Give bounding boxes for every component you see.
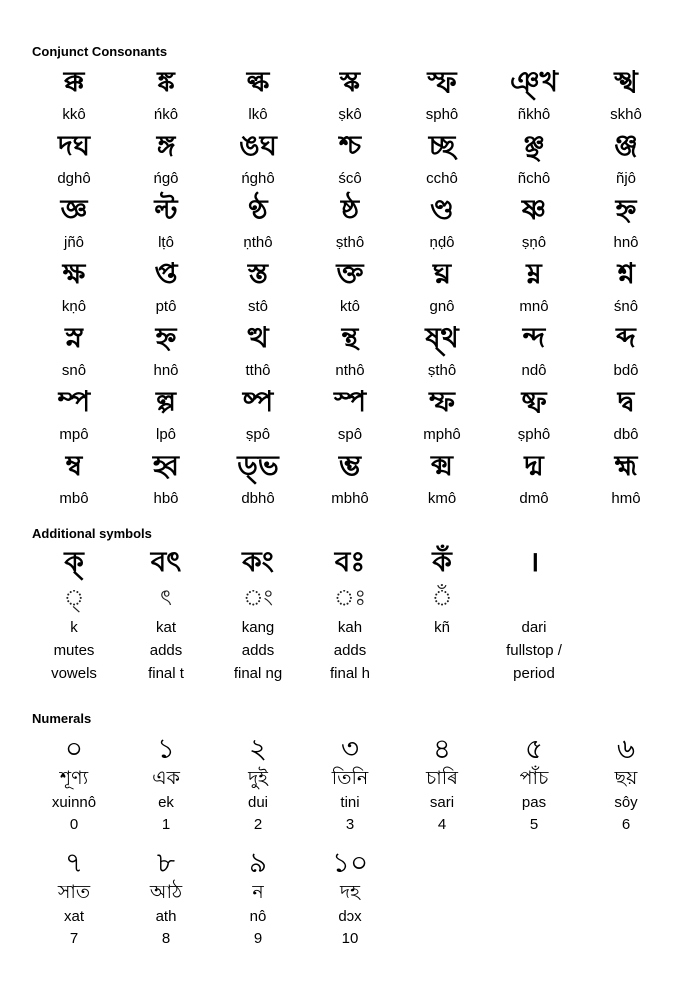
symbol-romanization: k — [70, 619, 78, 636]
conjunct-glyph: ল্ট — [154, 193, 178, 226]
symbols-grid — [28, 542, 672, 685]
conjunct-romanization: ṣkô — [338, 106, 362, 123]
symbol-glyph: । — [528, 545, 540, 578]
conjunct-cell — [580, 194, 672, 258]
conjunct-romanization: ñkhô — [517, 106, 551, 123]
conjunct-glyph: ম্প — [57, 385, 91, 418]
conjunct-romanization: ṣthô — [335, 234, 365, 251]
conjunct-romanization: ńghô — [241, 170, 275, 187]
conjunct-glyph: ঞ্খ — [510, 65, 558, 98]
conjunct-romanization: ñjô — [615, 170, 637, 187]
conjunct-cell — [212, 194, 304, 258]
conjunct-romanization: hmô — [611, 490, 641, 507]
symbol-glyph: ক্ — [64, 545, 84, 578]
conjunct-romanization: mnô — [519, 298, 549, 315]
conjunct-cell — [120, 66, 212, 130]
conjunct-cell — [580, 66, 672, 130]
conjunct-glyph: ঞ্ছ — [523, 129, 545, 162]
symbol-glyph: কঁ — [432, 545, 452, 578]
conjunct-romanization: ṣthô — [427, 362, 457, 379]
conjunct-cell — [120, 322, 212, 386]
conjunct-glyph: ল্ক — [246, 65, 270, 98]
conjunct-cell — [120, 194, 212, 258]
numeral-word: চাৰি — [426, 767, 458, 789]
conjunct-cell — [120, 386, 212, 450]
symbol-romanization: kñ — [434, 619, 450, 636]
conjunct-glyph: ত্থ — [247, 321, 269, 354]
conjunct-cell — [396, 194, 488, 258]
conjunct-romanization: ṇḍô — [429, 234, 455, 251]
symbol-cell — [212, 542, 304, 685]
numeral-romanization: tini — [340, 794, 360, 811]
conjunct-cell — [580, 130, 672, 194]
conjunct-romanization: ńgô — [153, 170, 179, 187]
symbol-mark — [488, 582, 580, 616]
conjunct-romanization: lkô — [248, 106, 268, 123]
symbol-glyph: বৎ — [150, 545, 182, 578]
conjunct-romanization: lpô — [155, 426, 177, 443]
conjunct-cell — [120, 450, 212, 514]
conjunct-glyph: দঘ — [57, 129, 90, 162]
conjunct-glyph: জ্ঞ — [60, 193, 88, 226]
conjunct-cell — [488, 66, 580, 130]
symbol-mark: ৎ — [160, 586, 172, 611]
conjunct-glyph: ক্ষ — [62, 257, 86, 290]
conjunct-cell — [120, 258, 212, 322]
conjunct-romanization: nthô — [335, 362, 365, 379]
numeral-glyph: ১০ — [331, 846, 369, 879]
conjunct-glyph: ড্ভ — [237, 449, 279, 482]
numeral-word: ছয় — [614, 767, 638, 789]
numeral-value: 1 — [161, 816, 171, 833]
symbol-mark: ্ — [63, 586, 85, 611]
numeral-glyph: ৫ — [524, 732, 544, 765]
conjunct-glyph: স্ফ — [427, 65, 457, 98]
conjunct-glyph: ণ্ঠ — [248, 193, 268, 226]
symbol-mark: ং — [242, 586, 274, 611]
symbol-description-line2: vowels — [51, 665, 97, 682]
symbol-glyph: বঃ — [334, 545, 366, 578]
conjunct-romanization: ṣṇô — [521, 234, 547, 251]
conjunct-glyph: শ্চ — [338, 129, 362, 162]
numeral-cell — [212, 846, 304, 960]
conjunct-cell — [212, 258, 304, 322]
numeral-glyph: ৮ — [156, 846, 176, 879]
numeral-romanization: pas — [521, 794, 547, 811]
numeral-word: শূণ্য — [59, 767, 89, 789]
symbol-cell — [488, 542, 580, 685]
conjuncts-grid — [28, 66, 672, 514]
numeral-cell — [28, 846, 120, 960]
conjunct-glyph: ঞ্জ — [614, 129, 638, 162]
conjunct-glyph: ণ্ড — [430, 193, 454, 226]
conjunct-romanization: mpô — [59, 426, 89, 443]
numeral-word: আঠ — [149, 881, 183, 903]
conjunct-romanization: tthô — [245, 362, 271, 379]
conjunct-cell — [28, 66, 120, 130]
symbol-glyph: কং — [242, 545, 274, 578]
numeral-word: এক — [152, 767, 180, 789]
numeral-word: সাত — [57, 881, 91, 903]
conjunct-cell — [396, 258, 488, 322]
numeral-word: ন — [252, 881, 264, 903]
numeral-glyph: ০ — [64, 732, 84, 765]
conjunct-glyph: ব্দ — [616, 321, 636, 354]
conjunct-cell — [488, 450, 580, 514]
conjunct-glyph: ক্ম — [431, 449, 453, 482]
conjunct-glyph: শ্ন — [617, 257, 635, 290]
numeral-cell — [120, 732, 212, 846]
conjunct-cell — [580, 386, 672, 450]
conjunct-romanization: mphô — [423, 426, 461, 443]
conjunct-glyph: স্প — [333, 385, 367, 418]
symbol-cell — [304, 542, 396, 685]
conjunct-romanization: kṇô — [61, 298, 87, 315]
conjunct-romanization: ndô — [521, 362, 547, 379]
conjunct-cell — [120, 130, 212, 194]
conjunct-cell — [28, 386, 120, 450]
conjunct-glyph: হ্ম — [614, 449, 638, 482]
numeral-romanization: xat — [63, 908, 84, 925]
numeral-glyph: ৬ — [616, 732, 636, 765]
conjunct-glyph: ম্ফ — [429, 385, 455, 418]
conjunct-romanization: ñchô — [517, 170, 551, 187]
conjunct-cell — [488, 322, 580, 386]
conjunct-glyph: ন্থ — [341, 321, 359, 354]
numeral-cell — [580, 732, 672, 846]
conjunct-cell — [488, 130, 580, 194]
symbol-romanization: kang — [241, 619, 275, 636]
symbol-description-line2: final t — [148, 665, 184, 682]
numeral-value: 5 — [529, 816, 539, 833]
numeral-value: 4 — [437, 816, 447, 833]
conjunct-cell — [304, 450, 396, 514]
conjunct-cell — [212, 130, 304, 194]
conjunct-romanization: spô — [337, 426, 363, 443]
conjunct-romanization: kmô — [427, 490, 457, 507]
conjunct-glyph: হ্ন — [155, 321, 177, 354]
numeral-cell — [304, 846, 396, 960]
symbol-description-line2: period — [513, 665, 555, 682]
symbol-description-line2: final h — [329, 665, 371, 682]
conjunct-romanization: ścô — [338, 170, 362, 187]
conjunct-cell — [212, 450, 304, 514]
conjunct-romanization: ṇthô — [243, 234, 273, 251]
conjunct-glyph: ষ্থ — [425, 321, 459, 354]
conjunct-cell — [396, 66, 488, 130]
numeral-value: 10 — [341, 930, 359, 947]
conjunct-cell — [304, 194, 396, 258]
conjunct-romanization: hnô — [613, 234, 639, 251]
conjunct-cell — [28, 450, 120, 514]
conjunct-cell — [580, 258, 672, 322]
section-heading-symbols: Additional symbols — [32, 526, 152, 541]
conjunct-cell — [396, 450, 488, 514]
conjunct-cell — [488, 194, 580, 258]
numeral-cell — [212, 732, 304, 846]
conjunct-romanization: ṣphô — [517, 426, 551, 443]
conjunct-romanization: dmô — [519, 490, 549, 507]
conjunct-cell — [28, 322, 120, 386]
conjunct-glyph: ক্ত — [336, 257, 364, 290]
numeral-value: 0 — [69, 816, 79, 833]
conjunct-romanization: ktô — [339, 298, 360, 315]
numeral-value: 6 — [621, 816, 631, 833]
conjunct-glyph: হ্ব — [152, 449, 180, 482]
conjunct-glyph: ষ্ফ — [521, 385, 547, 418]
numeral-value: 8 — [161, 930, 171, 947]
conjunct-glyph: স্খ — [614, 65, 638, 98]
conjunct-romanization: kkô — [62, 106, 86, 123]
symbol-cell — [120, 542, 212, 685]
numeral-glyph: ২ — [248, 732, 268, 765]
numeral-glyph: ৭ — [64, 846, 84, 879]
conjunct-glyph: ন্দ — [522, 321, 546, 354]
conjunct-romanization: dghô — [57, 170, 91, 187]
numeral-cell — [120, 846, 212, 960]
conjunct-romanization: ptô — [155, 298, 177, 315]
conjunct-cell — [396, 322, 488, 386]
numeral-cell — [488, 732, 580, 846]
conjunct-romanization: dbhô — [241, 490, 275, 507]
conjunct-romanization: śnô — [613, 298, 639, 315]
symbol-description-line1: mutes — [53, 642, 95, 659]
conjunct-glyph: ম্ব — [65, 449, 83, 482]
numeral-romanization: ek — [158, 794, 174, 811]
conjunct-glyph: ঙ্ক — [157, 65, 175, 98]
conjunct-romanization: mbhô — [331, 490, 369, 507]
conjunct-glyph: স্ক — [339, 65, 361, 98]
conjunct-romanization: ńkô — [153, 106, 179, 123]
numeral-word: দুই — [248, 767, 268, 789]
symbol-romanization: kat — [155, 619, 176, 636]
numeral-glyph: ৩ — [340, 732, 360, 765]
conjunct-cell — [28, 194, 120, 258]
conjunct-cell — [488, 258, 580, 322]
conjunct-romanization: mbô — [59, 490, 89, 507]
symbol-romanization: dari — [521, 619, 547, 636]
conjunct-romanization: cchô — [426, 170, 458, 187]
conjunct-glyph: ঙঘ — [239, 129, 277, 162]
conjunct-cell — [212, 66, 304, 130]
numerals-grid — [28, 732, 672, 960]
conjunct-glyph: স্ন — [65, 321, 83, 354]
numeral-word: দহ — [340, 881, 360, 903]
conjunct-romanization: jñô — [63, 234, 85, 251]
conjunct-cell — [488, 386, 580, 450]
numeral-word: তিনি — [331, 767, 369, 789]
conjunct-glyph: ষ্ঠ — [340, 193, 360, 226]
numeral-cell — [304, 732, 396, 846]
conjunct-cell — [304, 322, 396, 386]
conjunct-cell — [396, 130, 488, 194]
conjunct-romanization: stô — [247, 298, 268, 315]
conjunct-cell — [28, 258, 120, 322]
conjunct-romanization: ṣpô — [245, 426, 271, 443]
conjunct-cell — [580, 450, 672, 514]
conjunct-romanization: snô — [61, 362, 87, 379]
symbol-description-line1: adds — [333, 642, 367, 659]
symbol-description-line2: final ng — [233, 665, 283, 682]
numeral-romanization: dui — [247, 794, 269, 811]
conjunct-romanization: hnô — [153, 362, 179, 379]
conjunct-glyph: স্ত — [247, 257, 269, 290]
numeral-romanization: ath — [155, 908, 177, 925]
symbol-mark: ঁ — [431, 586, 453, 611]
section-heading-conjuncts: Conjunct Consonants — [32, 44, 168, 59]
numeral-romanization: dɔx — [338, 908, 362, 925]
conjunct-romanization: bdô — [613, 362, 639, 379]
conjunct-cell — [28, 130, 120, 194]
conjunct-glyph: দ্ব — [617, 385, 635, 418]
conjunct-glyph: ক্ক — [63, 65, 85, 98]
numeral-word: পাঁচ — [519, 767, 549, 789]
numeral-romanization: sôy — [614, 794, 638, 811]
conjunct-glyph: ম্ভ — [338, 449, 362, 482]
numeral-value: 9 — [253, 930, 263, 947]
symbol-romanization: kah — [337, 619, 363, 636]
conjunct-glyph: ঙ্গ — [156, 129, 176, 162]
conjunct-glyph: ল্প — [156, 385, 176, 418]
numeral-value: 7 — [69, 930, 79, 947]
numeral-value: 3 — [345, 816, 355, 833]
numeral-glyph: ৪ — [432, 732, 452, 765]
section-heading-numerals: Numerals — [32, 711, 92, 726]
symbol-description-line1: adds — [149, 642, 183, 659]
conjunct-glyph: প্ত — [154, 257, 178, 290]
conjunct-romanization: skhô — [610, 106, 642, 123]
numeral-romanization: nô — [249, 908, 267, 925]
numeral-value: 2 — [253, 816, 263, 833]
conjunct-glyph: হ্ন — [615, 193, 637, 226]
conjunct-romanization: sphô — [425, 106, 459, 123]
symbol-mark: ঃ — [333, 586, 367, 611]
conjunct-cell — [304, 258, 396, 322]
numeral-cell — [396, 732, 488, 846]
conjunct-glyph: চ্ছ — [428, 129, 456, 162]
conjunct-glyph: ঘ্ন — [432, 257, 452, 290]
conjunct-romanization: gnô — [429, 298, 455, 315]
conjunct-cell — [580, 322, 672, 386]
conjunct-cell — [212, 322, 304, 386]
conjunct-romanization: hbô — [153, 490, 179, 507]
numeral-cell — [28, 732, 120, 846]
symbol-description-line1: adds — [241, 642, 275, 659]
numeral-romanization: sari — [429, 794, 455, 811]
conjunct-cell — [304, 66, 396, 130]
conjunct-romanization: lṭô — [158, 234, 174, 251]
conjunct-cell — [304, 386, 396, 450]
conjunct-glyph: ষ্ণ — [521, 193, 547, 226]
symbol-cell — [28, 542, 120, 685]
conjunct-romanization: dbô — [613, 426, 639, 443]
symbol-cell — [396, 542, 488, 685]
conjunct-glyph: দ্ম — [524, 449, 544, 482]
conjunct-cell — [212, 386, 304, 450]
numeral-glyph: ৯ — [248, 846, 268, 879]
conjunct-glyph: ষ্প — [242, 385, 274, 418]
numeral-glyph: ১ — [156, 732, 176, 765]
numeral-romanization: xuinnô — [51, 794, 97, 811]
conjunct-cell — [396, 386, 488, 450]
conjunct-glyph: ম্ন — [526, 257, 542, 290]
symbol-description-line1: fullstop / — [506, 642, 562, 659]
conjunct-cell — [304, 130, 396, 194]
